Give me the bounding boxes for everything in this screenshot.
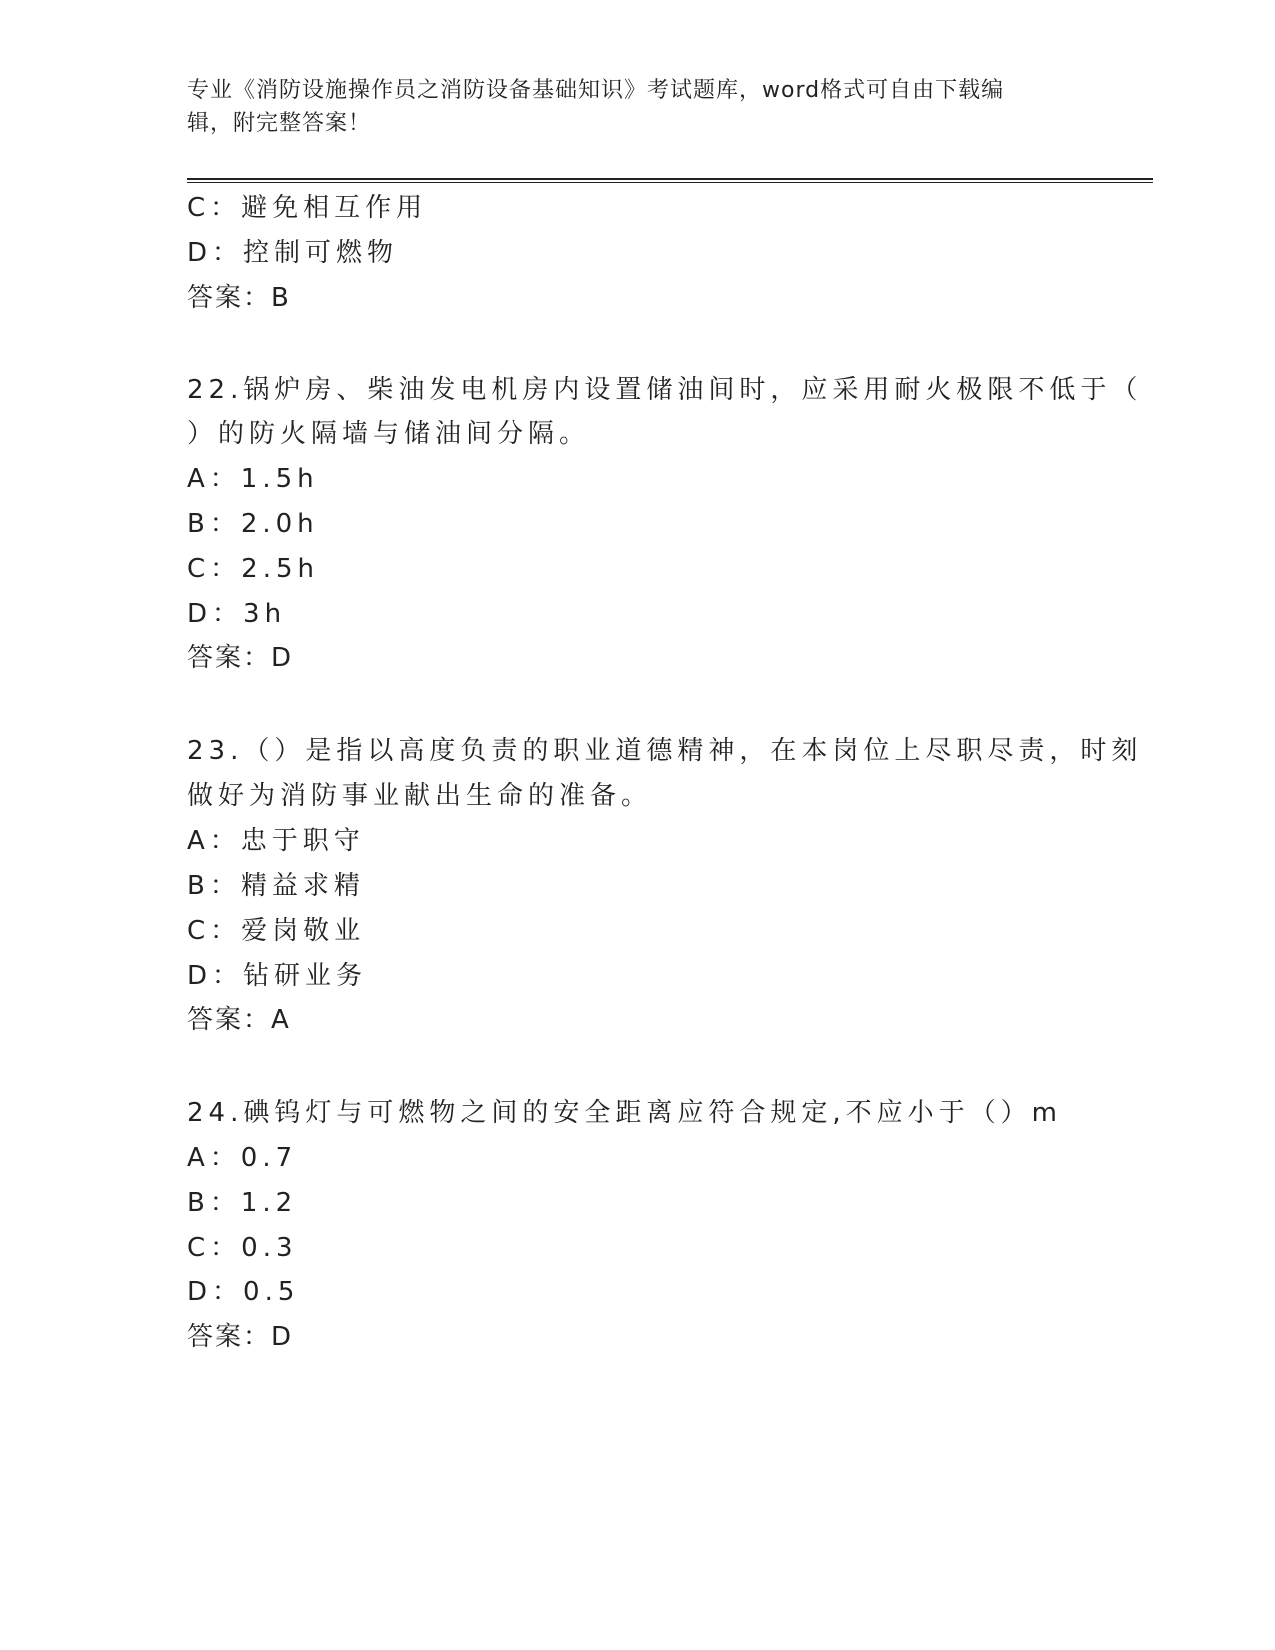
q23-option-a: A：忠于职守 bbox=[187, 826, 365, 856]
q24-option-a: A：0.7 bbox=[187, 1143, 298, 1173]
q21-option-d: D：控制可燃物 bbox=[187, 238, 399, 268]
q22-option-b: B：2.0h bbox=[187, 509, 319, 539]
q22-stem-line-2: ）的防火隔墙与储油间分隔。 bbox=[187, 419, 591, 449]
q24-option-c: C：0.3 bbox=[187, 1233, 298, 1263]
q23-stem-line-1: 23.（）是指以高度负责的职业道德精神，在本岗位上尽职尽责，时刻 bbox=[187, 736, 1143, 766]
q24-answer: 答案：D bbox=[187, 1322, 294, 1352]
header-rule-thin bbox=[187, 182, 1153, 183]
q23-option-d: D：钻研业务 bbox=[187, 961, 368, 991]
q22-option-d: D：3h bbox=[187, 599, 287, 629]
q24-stem-line-1: 24.碘钨灯与可燃物之间的安全距离应符合规定,不应小于（）m bbox=[187, 1098, 1062, 1128]
q22-stem-line-1: 22.锅炉房、柴油发电机房内设置储油间时，应采用耐火极限不低于（ bbox=[187, 375, 1143, 405]
q23-option-b: B：精益求精 bbox=[187, 871, 365, 901]
page-header bbox=[187, 74, 1067, 140]
q24-option-d: D：0.5 bbox=[187, 1277, 300, 1307]
q23-option-c: C：爱岗敬业 bbox=[187, 916, 366, 946]
q21-answer: 答案：B bbox=[187, 283, 291, 313]
q22-option-a: A：1.5h bbox=[187, 464, 319, 494]
q24-option-b: B：1.2 bbox=[187, 1188, 298, 1218]
q23-answer: 答案：A bbox=[187, 1005, 291, 1035]
header-line-1: 专业《消防设施操作员之消防设备基础知识》考试题库，word格式可自由下载编 bbox=[187, 78, 1005, 103]
q21-option-c: C：避免相互作用 bbox=[187, 193, 428, 223]
header-rule-thick bbox=[187, 178, 1153, 180]
q22-answer: 答案：D bbox=[187, 643, 294, 673]
q23-stem-line-2: 做好为消防事业献出生命的准备。 bbox=[187, 781, 653, 811]
header-line-2: 辑，附完整答案！ bbox=[187, 111, 372, 136]
q22-option-c: C：2.5h bbox=[187, 554, 319, 584]
